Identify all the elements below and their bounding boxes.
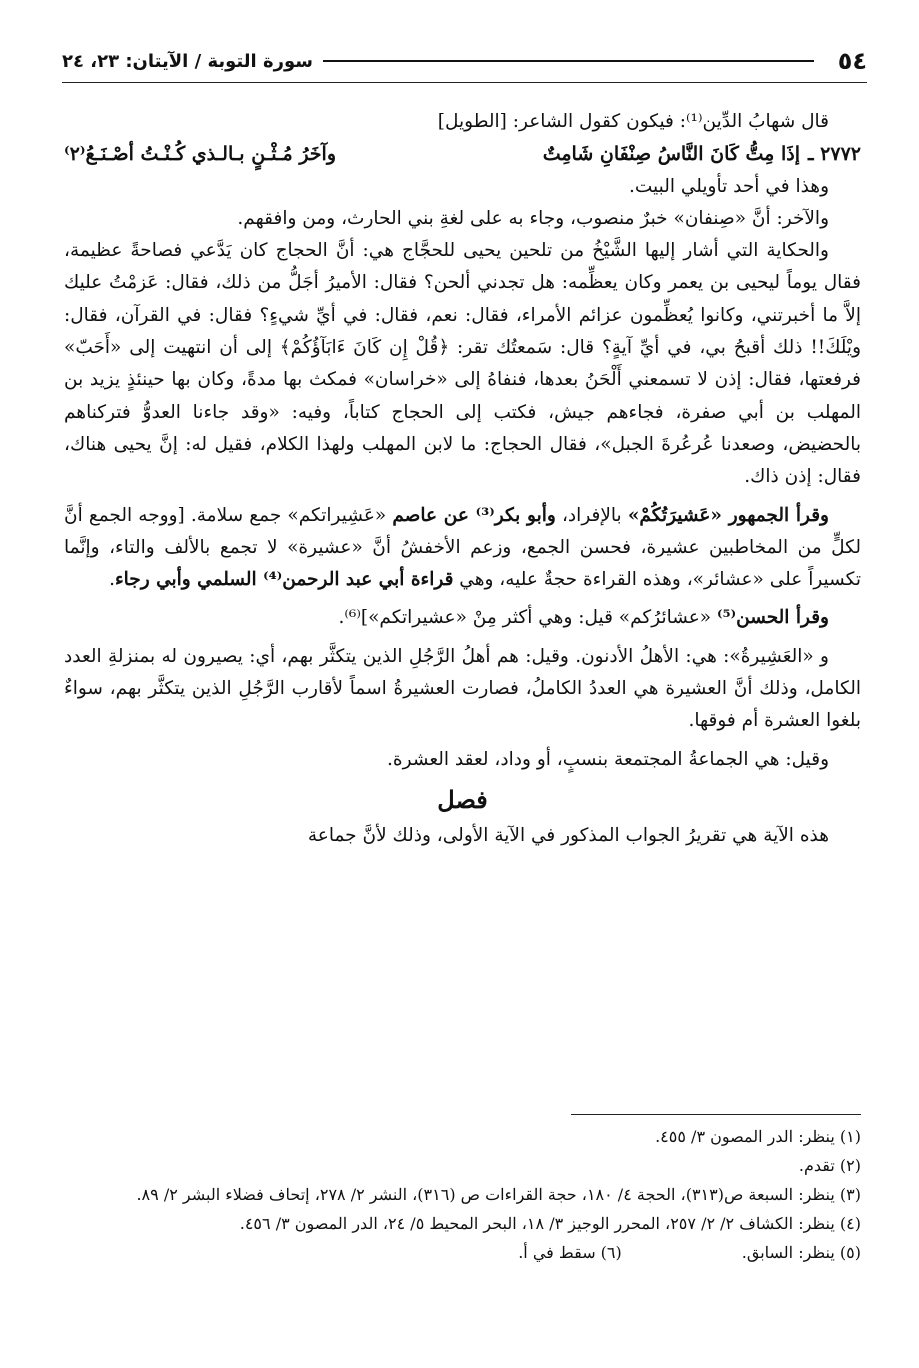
header-rule [62, 82, 867, 83]
header-fill-line [323, 60, 814, 62]
paragraph-ashira-definition: و «العَشِيرةُ»: هي: الأهلُ الأدنون. وقيل: هم أهلُ الرَّجُلِ الذين يتكثَّر بهم، أي: يصيرون له بمنزلةِ العدد الكامل، وذلك أنَّ العشيرة هي العددُ الكاملُ، فصارت العشيرةُ اسماً لأقارب الرَّجُلِ الذين يتكثَّر بهم، سواءٌ بلغوا العشرة أم فوقها. [64, 645, 861, 732]
paragraph-readings: وقرأ الجمهور «عَشيرَتُكُمْ» بالإفراد، وأبو بكر⁽³⁾ عن عاصم «عَشِيراتكم» جمع سلامة. [ووجه الجمع أنَّ لكلٍّ من المخاطبين عشيرة، فحسن الجمع، وزعم الأخفشُ أنَّ «عشيرة» لا تجمع بالألف والتاء، وإنَّما تكسيراً على «عشائر»، وهذه القراءة حجةٌ عليه، وهي قراءة أبي عبد الرحمن⁽⁴⁾ السلمي وأبي رجاء. [64, 504, 861, 591]
paragraph-intro: قال شهابُ الدِّين⁽¹⁾: فيكون كقول الشاعر: [الطويل] [437, 111, 829, 132]
page-number: ٥٤ [837, 47, 867, 75]
verse-second-hemistich: وآخَرُ مُـثْـنٍ بـالـذي كُـنْـتُ أصْـنَـعُ⁽٢⁾ [64, 143, 337, 166]
footnote-5: (٥) ينظر: السابق. [741, 1243, 861, 1262]
readings-majority: وقرأ الجمهور «عَشيرَتُكُمْ» [627, 504, 829, 526]
footnote-row-5-6 [62, 1238, 861, 1267]
paragraph-story: والحكاية التي أشار إليها الشَّيْخُ من تلحين يحيى للحجَّاج هي: أنَّ الحجاج كان يَدَّعي فصاحةً عظيمة، فقال يوماً ليحيى بن يعمر وكان يعظِّمه: هل تجدني ألحن؟ فقال: الأميرُ أجَلُّ من ذلك، فقال: عَزمْتُ عليك إلاَّ ما أخبرتني، وكانوا يُعظِّمون عزائم الأمراء، فقال: نعم، فقال: في أيِّ شيءٍ؟ فقال: في القرآن، فقال: ويْلَكَ!! ذلك أقبحُ بي، في أيِّ آيةٍ؟ قال: سَمعتُك تقر: ﴿قُلْ إِن كَانَ ءَابَآؤُكُمْ﴾ إلى أن انتهيت إلى «أَحَبّ» فرفعتها، فقال: إذن لا تسمعني أَلْحَنُ بعدها، فنفاهُ إلى «خراسان» فمكث بها مدةً، وكان بها حينئذٍ يزيد بن المهلب بن أبي صفرة، فجاءهم جيش، فكتب إلى الحجاج كتاباً، وفيه: «وقد جاءنا العدوُّ فتركناهم بالحضيض، وصعدنا عُرعُرةَ الجبل»، فقال الحجاج: ما لابن المهلب ولهذا الكلام، فقيل له: إنَّ يحيى هناك، فقال: إذن ذاك. [64, 240, 862, 488]
main-text [64, 106, 861, 852]
readings-abu-abd-rahman: قراءة أبي عبد الرحمن⁽⁴⁾ السلمي وأبي رجاء [114, 569, 454, 591]
paragraph-alt-definition: وقيل: هي الجماعةُ المجتمعة بنسبٍ، أو وداد، لعقد العشرة. [387, 748, 829, 770]
reading-hasan: وقرأ الحسن⁽⁵⁾ [716, 607, 829, 629]
paragraph-section-start: هذه الآية هي تقريرُ الجواب المذكور في الآية الأولى، وذلك لأنَّ جماعة [307, 824, 829, 846]
paragraph-interpretation: وهذا في أحد تأويلي البيت. [628, 175, 829, 197]
running-title: سورة التوبة / الآيتان: ٢٣، ٢٤ [62, 50, 313, 72]
page-header [62, 42, 867, 80]
footnote-3: (٣) ينظر: السبعة ص(٣١٣)، الحجة ٤/ ١٨٠، حجة القراءات ص (٣١٦)، النشر ٢/ ٢٧٨، إتحاف فضلاء البشر ٢/ ٨٩. [136, 1185, 861, 1204]
poetry-verse [64, 138, 861, 170]
readings-abu-bakr: وأبو بكر⁽³⁾ عن عاصم [392, 504, 556, 526]
paragraph-second-view: والآخر: أنَّ «صِنفان» خبرٌ منصوب، وجاء به على لغةِ بني الحارث، ومن وافقهم. [237, 207, 829, 229]
footnote-4: (٤) ينظر: الكشاف ٢/ ٢/ ٢٥٧، المحرر الوجيز ٣/ ١٨، البحر المحيط ٥/ ٢٤، الدر المصون ٣/ ٤٥٦. [239, 1214, 861, 1233]
section-title: فصل [437, 784, 488, 814]
verse-first-hemistich: إذَا مِتُّ كَانَ النَّاسُ صِنْفَانِ شَامِتٌ [542, 143, 800, 166]
paragraph-hasan-reading: وقرأ الحسن⁽⁵⁾ «عشائرُكم» قيل: وهي أكثر مِنْ «عشيراتكم»]⁽⁶⁾. [338, 607, 829, 629]
footnote-separator [571, 1114, 861, 1115]
footnote-2: (٢) تقدم. [798, 1156, 861, 1175]
footnote-1: (١) ينظر: الدر المصون ٣/ ٤٥٥. [655, 1127, 861, 1146]
footnote-6: (٦) سقط في أ. [518, 1243, 622, 1262]
footnotes [62, 1122, 861, 1267]
verse-number: ٢٧٧٢ ـ [807, 143, 861, 166]
